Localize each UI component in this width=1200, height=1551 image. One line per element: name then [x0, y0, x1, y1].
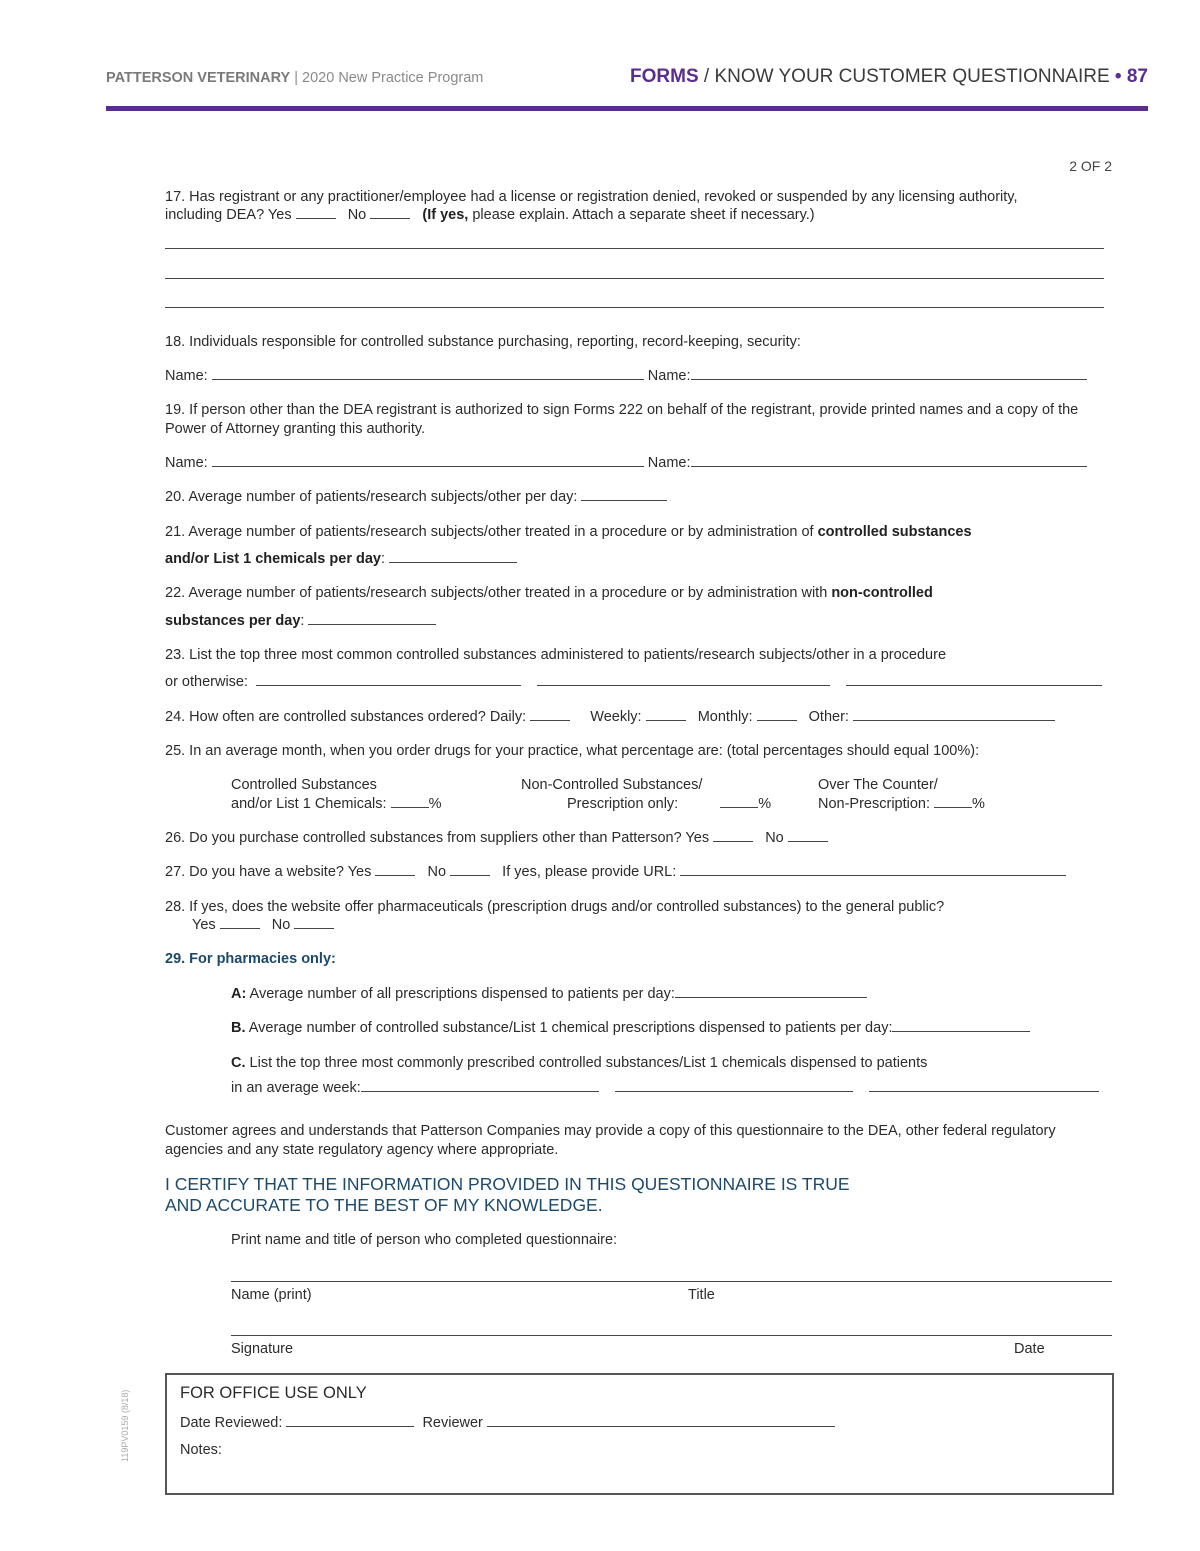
- certify-statement: [165, 1174, 850, 1216]
- name-print-label: Name (print): [231, 1287, 312, 1303]
- office-use-title: FOR OFFICE USE ONLY: [180, 1384, 367, 1402]
- q18-name1-label: Name:: [165, 368, 208, 384]
- q21-colon: :: [380, 551, 386, 567]
- q27-text: 27. Do you have a website? Yes: [165, 864, 372, 880]
- q18-names: [165, 367, 1112, 386]
- q28-yes-label: Yes: [192, 917, 216, 933]
- q25-noncontrolled-field[interactable]: [720, 795, 758, 808]
- q18-name2-field[interactable]: [691, 367, 1087, 380]
- q28-no-field[interactable]: [294, 916, 334, 929]
- q26-yes-field[interactable]: [713, 829, 753, 842]
- q29-c-text2: in an average week:: [231, 1080, 361, 1096]
- q25-c3-label: Non-Prescription:: [818, 796, 931, 812]
- q28-yes-field[interactable]: [220, 916, 260, 929]
- q25-c3-pct: %: [972, 796, 985, 812]
- q17-no-field[interactable]: [370, 206, 410, 219]
- q24-other-field[interactable]: [853, 708, 1055, 721]
- header-section-line: [630, 66, 1148, 88]
- q27-url-label: If yes, please provide URL:: [502, 864, 677, 880]
- q25-c2-line1: Non-Controlled Substances/: [521, 777, 703, 793]
- q17-no-label: No: [347, 207, 367, 223]
- q29-c-field-3[interactable]: [869, 1079, 1099, 1092]
- q20-field[interactable]: [581, 488, 667, 501]
- q25-c2-pct: %: [758, 796, 772, 812]
- q24-weekly-label: Weekly:: [590, 709, 642, 725]
- q25-c2-line2: [521, 795, 771, 814]
- q29-title: 29. For pharmacies only:: [165, 951, 336, 967]
- q24-text: 24. How often are controlled substances ordered? Daily:: [165, 709, 527, 725]
- q23-field-1[interactable]: [256, 673, 521, 686]
- q21-bold2: and/or List 1 chemicals per day: [165, 551, 381, 567]
- q29-c-row2: [231, 1079, 1099, 1098]
- q28-no-label: No: [271, 917, 291, 933]
- q19-name1-label: Name:: [165, 455, 208, 471]
- q25-c1-line2: [231, 795, 441, 814]
- q29-c-row: [231, 1054, 927, 1073]
- q19-names: [165, 454, 1112, 473]
- q24-weekly-field[interactable]: [646, 708, 686, 721]
- q22-bold2: substances per day: [165, 613, 301, 629]
- title-label: Title: [688, 1287, 715, 1303]
- certify-line-1: I CERTIFY THAT THE INFORMATION PROVIDED IN THIS QUESTIONNAIRE IS TRUE: [165, 1174, 850, 1194]
- q29-b-row: [231, 1019, 1030, 1038]
- q21-line2: [165, 550, 1112, 569]
- q26-text: 26. Do you purchase controlled substances from suppliers other than Patterson? Yes: [165, 830, 710, 846]
- q22-line1: [165, 584, 1112, 603]
- q25-c1-label: and/or List 1 Chemicals:: [231, 796, 387, 812]
- q27-url-field[interactable]: [680, 863, 1066, 876]
- date-reviewed-field[interactable]: [286, 1414, 414, 1427]
- q18-name2-label: Name:: [647, 368, 691, 384]
- q17-explain: please explain. Attach a separate sheet if necessary.): [472, 207, 815, 223]
- q28-answers: [192, 916, 334, 935]
- q25-otc-field[interactable]: [934, 795, 972, 808]
- reviewer-field[interactable]: [487, 1414, 835, 1427]
- q29-a-field[interactable]: [675, 985, 867, 998]
- forms-label: FORMS: [630, 66, 699, 87]
- q27-yes-field[interactable]: [375, 863, 415, 876]
- q27-no-field[interactable]: [450, 863, 490, 876]
- q26-no-label: No: [765, 830, 784, 846]
- q20-text: 20. Average number of patients/research subjects/other per day:: [165, 489, 578, 505]
- q25-text: 25. In an average month, when you order drugs for your practice, what percentage are: (total percentages should equal 100%):: [165, 743, 980, 759]
- q17-yes-label: including DEA? Yes: [165, 207, 292, 223]
- q29-c-field-1[interactable]: [361, 1079, 599, 1092]
- signature-prompt: Print name and title of person who completed questionnaire:: [231, 1232, 618, 1248]
- q29-b-label: B.: [231, 1020, 246, 1036]
- q17-line2: [165, 206, 1112, 225]
- q27-row: [165, 863, 1112, 882]
- certify-line-2: AND ACCURATE TO THE BEST OF MY KNOWLEDGE.: [165, 1195, 603, 1215]
- q23-field-3[interactable]: [846, 673, 1102, 686]
- q29-b-text: Average number of controlled substance/List 1 chemical prescriptions dispensed to patients per day:: [248, 1020, 893, 1036]
- q22-line2: [165, 612, 1112, 631]
- q29-a-row: [231, 985, 867, 1004]
- q21-field[interactable]: [389, 550, 517, 563]
- q23-text: 23. List the top three most common controlled substances administered to patients/research subjects/other in a procedure: [165, 647, 947, 663]
- q17-explain-line-3[interactable]: [165, 307, 1104, 308]
- q22-text: 22. Average number of patients/research subjects/other treated in a procedure or by administration with: [165, 585, 828, 601]
- q24-monthly-field[interactable]: [757, 708, 797, 721]
- q24-daily-field[interactable]: [530, 708, 570, 721]
- q17-explain-line-1[interactable]: [165, 248, 1104, 249]
- q26-no-field[interactable]: [788, 829, 828, 842]
- q17-if-yes: (If yes,: [422, 207, 469, 223]
- bullet: •: [1114, 66, 1122, 87]
- office-review-row: [180, 1414, 835, 1431]
- q29-a-label: A:: [231, 986, 247, 1002]
- q29-a-text: Average number of all prescriptions dispensed to patients per day:: [249, 986, 675, 1002]
- q17-explain-line-2[interactable]: [165, 278, 1104, 279]
- q25-c1-line1: Controlled Substances: [231, 777, 377, 793]
- q19-text: 19. If person other than the DEA registrant is authorized to sign Forms 222 on behalf of the registrant, provide printed names and a copy of the Power of Attorney granting this authority.: [165, 402, 1079, 437]
- q25-col2: [521, 776, 771, 814]
- q26-row: [165, 829, 1112, 848]
- reviewer-label: Reviewer: [422, 1415, 483, 1431]
- signature-label: Signature: [231, 1341, 294, 1357]
- q27-no-label: No: [427, 864, 447, 880]
- q24-monthly-label: Monthly:: [697, 709, 753, 725]
- q25-c1-pct: %: [428, 796, 442, 812]
- program-name: | 2020 New Practice Program: [294, 70, 484, 86]
- q25-c2-label: Prescription only:: [567, 796, 679, 812]
- notes-label: Notes:: [180, 1442, 222, 1458]
- q19-name1-field[interactable]: [212, 454, 644, 467]
- q29-c-label: C.: [231, 1055, 246, 1071]
- date-label: Date: [1014, 1341, 1045, 1357]
- q24-row: [165, 708, 1112, 727]
- q20-row: [165, 488, 1112, 507]
- q25-c3-line1: Over The Counter/: [818, 777, 938, 793]
- q19-name2-label: Name:: [647, 455, 691, 471]
- brand-name: PATTERSON VETERINARY: [106, 70, 291, 86]
- office-use-box: [165, 1373, 1114, 1495]
- q25-col1: [231, 776, 441, 814]
- q21-text: 21. Average number of patients/research subjects/other treated in a procedure or by administration of: [165, 524, 814, 540]
- q29-b-field[interactable]: [892, 1019, 1030, 1032]
- q17-line1: 17. Has registrant or any practitioner/employee had a license or registration denied, revoked or suspended by any licensing authority,: [165, 189, 1018, 205]
- agreement-text: Customer agrees and understands that Patterson Companies may provide a copy of this questionnaire to the DEA, other federal regulatory agencies and any state regulatory agency where appropriate.: [165, 1123, 1056, 1158]
- q25-col3: [818, 776, 985, 814]
- q21-line1: [165, 523, 1112, 542]
- q18-text: 18. Individuals responsible for controlled substance purchasing, reporting, record-keeping, security:: [165, 334, 801, 350]
- q25-c3-line2: [818, 795, 985, 814]
- q17-yes-field[interactable]: [296, 206, 336, 219]
- q23-field-2[interactable]: [537, 673, 830, 686]
- q19-name2-field[interactable]: [691, 454, 1087, 467]
- header-brand-line: [106, 70, 483, 86]
- q22-field[interactable]: [308, 612, 436, 625]
- section-title: / KNOW YOUR CUSTOMER QUESTIONNAIRE: [703, 66, 1110, 87]
- q22-bold: non-controlled: [831, 585, 933, 601]
- q25-controlled-field[interactable]: [391, 795, 429, 808]
- q21-bold: controlled substances: [817, 524, 972, 540]
- q23-otherwise: or otherwise:: [165, 674, 249, 690]
- q28-text: 28. If yes, does the website offer pharmaceuticals (prescription drugs and/or controlled substances) to the general public?: [165, 899, 945, 915]
- signature-date-line[interactable]: [231, 1335, 1112, 1336]
- q18-name1-field[interactable]: [212, 367, 644, 380]
- name-title-line[interactable]: [231, 1281, 1112, 1282]
- form-code: 119PV0159 (8/18): [120, 1389, 130, 1462]
- q23-line2: [165, 673, 1112, 692]
- page-number: 87: [1126, 66, 1148, 87]
- page-indicator: 2 OF 2: [1069, 158, 1112, 174]
- q29-c-text: List the top three most commonly prescribed controlled substances/List 1 chemicals dispensed to patients: [249, 1055, 928, 1071]
- date-reviewed-label: Date Reviewed:: [180, 1415, 283, 1431]
- q24-other-label: Other:: [808, 709, 849, 725]
- header-rule: [106, 106, 1148, 111]
- q29-c-field-2[interactable]: [615, 1079, 853, 1092]
- q22-colon: :: [300, 613, 305, 629]
